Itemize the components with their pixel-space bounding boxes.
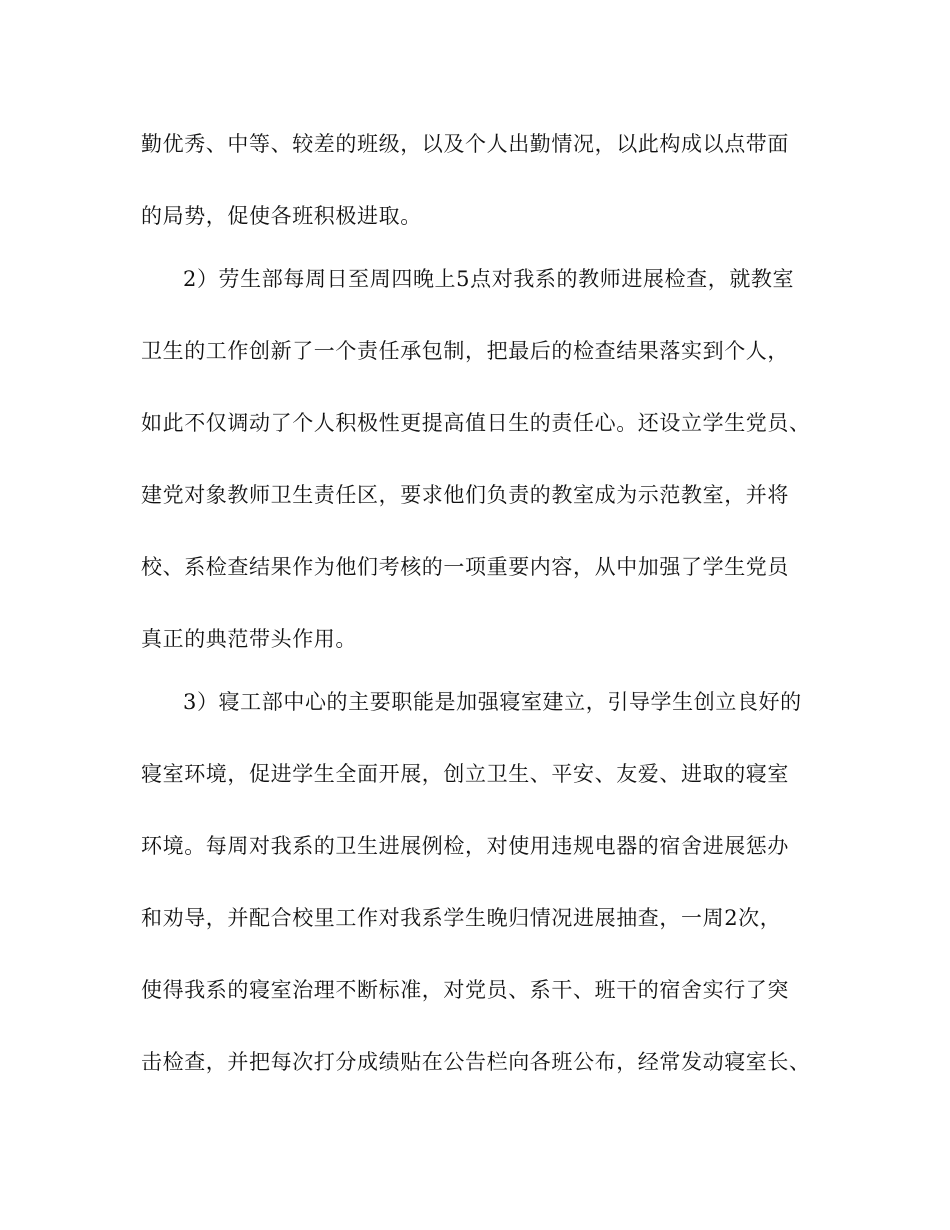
text-line: 如此不仅调动了个人积极性更提高值日生的责任心。还设立学生党员、 xyxy=(141,411,811,435)
text-line: 击检查，并把每次打分成绩贴在公告栏向各班公布，经常发动寝室长、 xyxy=(141,1050,811,1074)
text-line: 勤优秀、中等、较差的班级，以及个人出勤情况，以此构成以点带面 xyxy=(141,132,789,156)
text-line: 卫生的工作创新了一个责任承包制，把最后的检查结果落实到个人， xyxy=(141,339,789,363)
text-line: 环境。每周对我系的卫生进展例检，对使用违规电器的宿舍进展惩办 xyxy=(141,834,789,858)
text-line: 建党对象教师卫生责任区，要求他们负责的教室成为示范教室，并将 xyxy=(141,483,789,507)
paragraph-2-start: 2）劳生部每周日至周四晚上5点对我系的教师进展检查，就教室 xyxy=(183,267,795,291)
text-line: 真正的典范带头作用。 xyxy=(141,627,357,651)
text-line: 寝室环境，促进学生全面开展，创立卫生、平安、友爱、进取的寝室 xyxy=(141,762,789,786)
paragraph-3-start: 3）寝工部中心的主要职能是加强寝室建立，引导学生创立良好的 xyxy=(183,690,802,714)
text-line: 使得我系的寝室治理不断标准，对党员、系干、班干的宿舍实行了突 xyxy=(141,978,789,1002)
text-line: 和劝导，并配合校里工作对我系学生晚归情况进展抽查，一周2次， xyxy=(141,906,782,930)
text-line: 校、系检查结果作为他们考核的一项重要内容，从中加强了学生党员 xyxy=(141,555,789,579)
text-line: 的局势，促使各班积极进取。 xyxy=(141,204,422,228)
